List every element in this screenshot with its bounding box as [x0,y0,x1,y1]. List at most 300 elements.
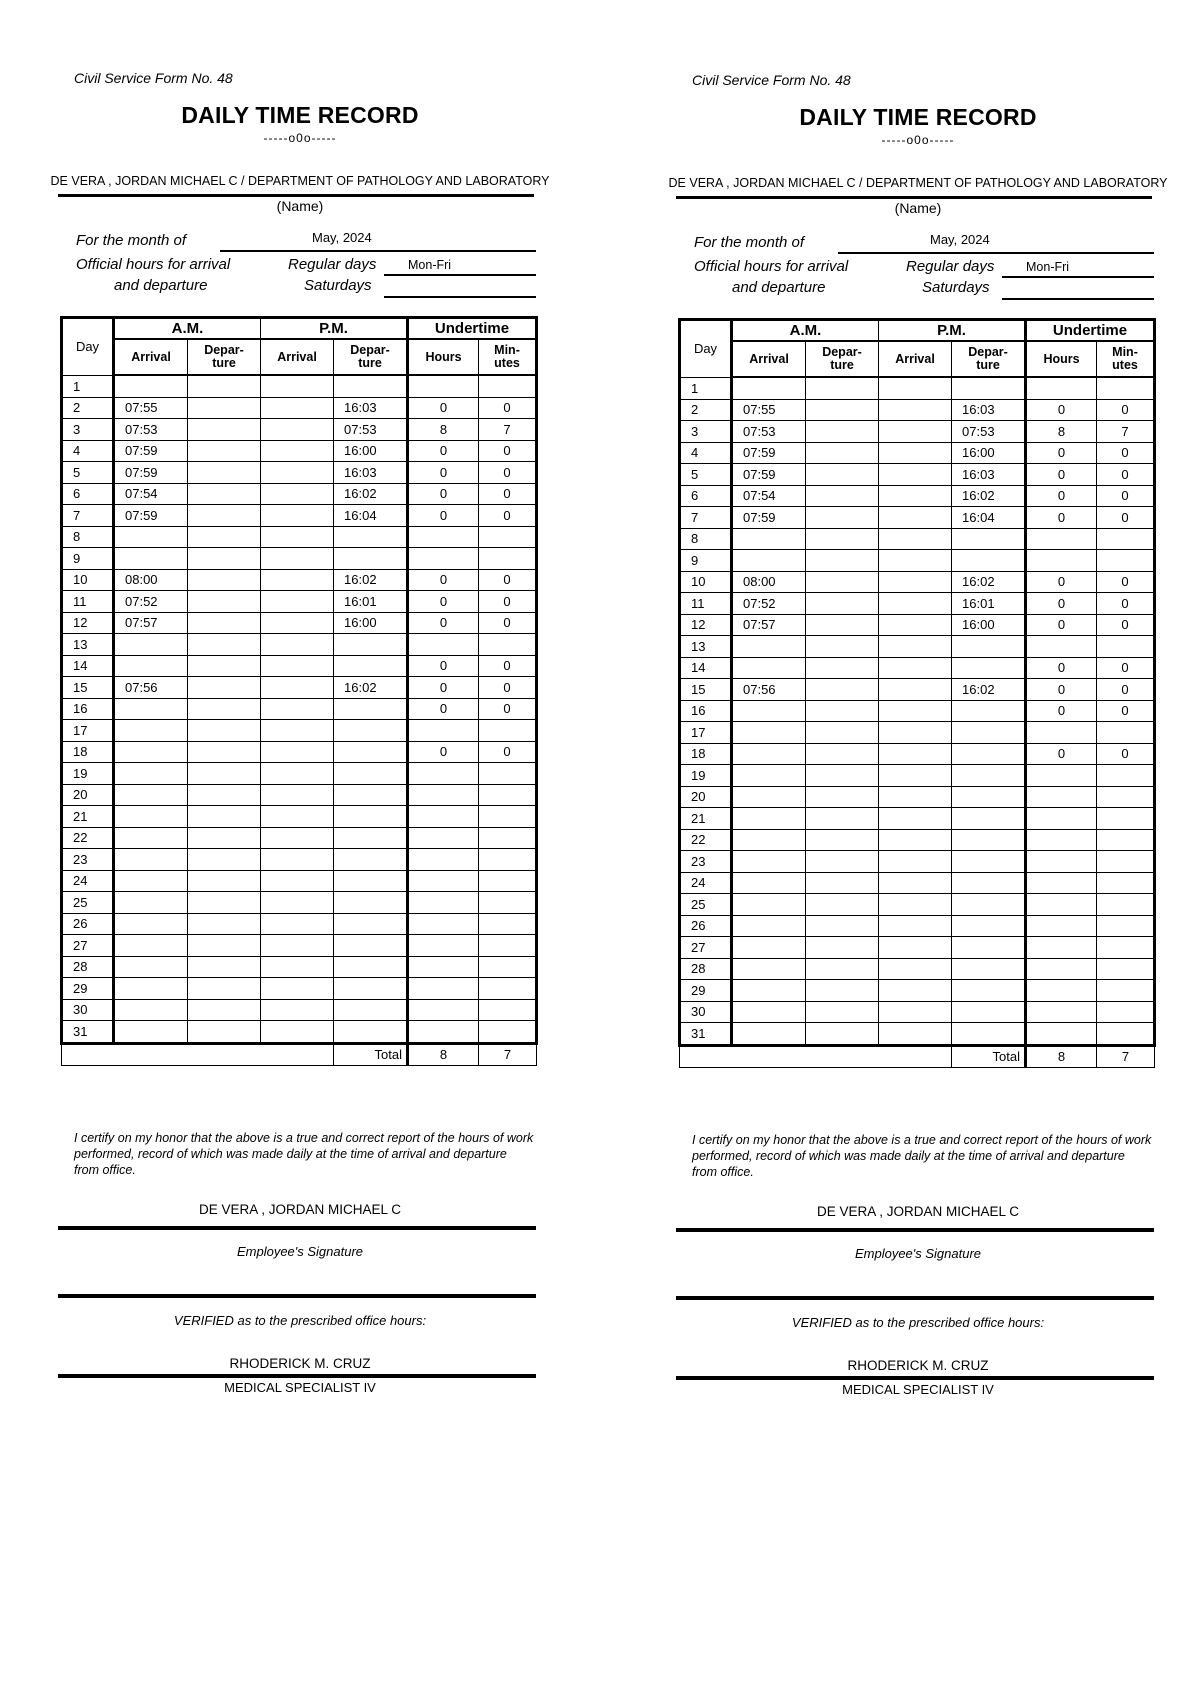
ut-hours-cell [1026,1023,1097,1046]
am-departure-cell [806,593,879,615]
am-departure-cell [806,550,879,572]
am-arrival-cell [732,851,806,873]
am-arrival-cell [732,722,806,744]
pm-arrival-cell [261,483,334,505]
pm-departure-cell [334,827,408,849]
am-departure-cell [188,849,261,871]
total-spacer [732,1045,806,1067]
am-arrival-cell [732,894,806,916]
day-cell: 1 [680,377,732,399]
table-row [62,741,537,763]
day-cell: 11 [680,593,732,615]
ut-minutes-cell: 0 [1097,571,1155,593]
day-cell: 13 [680,636,732,658]
pm-departure-cell [952,550,1026,572]
ut-minutes-cell [479,999,537,1021]
ut-hours-cell [1026,808,1097,830]
ut-minutes-cell: 0 [479,591,537,613]
verified-text: VERIFIED as to the prescribed office hours: [173,1313,427,1328]
table-row [62,677,537,699]
am-arrival-cell [732,550,806,572]
ut-minutes-cell: 0 [1097,614,1155,636]
ut-hours-cell: 0 [408,483,479,505]
ut-hours-cell [1026,636,1097,658]
am-departure-cell [188,806,261,828]
pm-arrival-cell [879,937,952,959]
pm-departure-cell [952,765,1026,787]
am-departure-cell [188,634,261,656]
am-arrival-cell [114,956,188,978]
pm-departure-cell [952,915,1026,937]
employee-signature-name: DE VERA , JORDAN MICHAEL C [198,1202,402,1217]
pm-departure-cell [334,892,408,914]
pm-arrival-cell [879,829,952,851]
am-departure-cell [806,571,879,593]
ut-hours-cell: 0 [408,591,479,613]
ut-minutes-cell: 0 [479,397,537,419]
ut-minutes-cell [479,806,537,828]
pm-arrival-cell [879,980,952,1002]
day-cell: 4 [680,442,732,464]
table-row [680,872,1155,894]
pm-arrival-cell [261,526,334,548]
undertime-minutes-header: Min- utes [479,339,537,375]
table-row [680,464,1155,486]
supervisor-title: MEDICAL SPECIALIST IV [224,1380,376,1395]
employee-signature-name: DE VERA , JORDAN MICHAEL C [816,1204,1020,1219]
ut-minutes-cell: 0 [1097,485,1155,507]
pm-departure-cell: 16:02 [952,679,1026,701]
ut-hours-cell [408,827,479,849]
pm-arrival-header: Arrival [879,341,952,377]
pm-departure-cell: 16:03 [334,397,408,419]
am-departure-cell [188,892,261,914]
day-cell: 29 [62,978,114,1000]
pm-arrival-cell [879,507,952,529]
supervisor-title: MEDICAL SPECIALIST IV [842,1382,994,1397]
pm-departure-cell [334,849,408,871]
am-departure-cell [188,505,261,527]
supervisor-name: RHODERICK M. CRUZ [229,1356,371,1371]
daily-time-table [678,318,1156,1068]
ut-minutes-cell: 0 [479,440,537,462]
am-arrival-cell: 07:59 [114,440,188,462]
table-row [680,980,1155,1002]
ut-hours-cell: 0 [1026,593,1097,615]
am-arrival-cell [732,958,806,980]
am-arrival-cell [114,784,188,806]
total-spacer [806,1045,879,1067]
month-underline [220,250,536,252]
ut-minutes-cell: 0 [479,483,537,505]
ut-hours-cell [408,720,479,742]
table-row [62,440,537,462]
pm-arrival-cell [879,915,952,937]
pm-arrival-cell [879,700,952,722]
ut-minutes-cell [479,375,537,397]
table-row [62,526,537,548]
am-departure-cell [806,894,879,916]
am-departure-cell [188,375,261,397]
pm-departure-cell: 16:00 [334,440,408,462]
table-row [680,507,1155,529]
table-row [680,614,1155,636]
pm-arrival-cell [879,722,952,744]
pm-departure-cell [334,548,408,570]
am-arrival-cell: 07:59 [732,464,806,486]
am-departure-cell [806,528,879,550]
am-departure-header: Depar- ture [188,339,261,375]
am-departure-cell [188,741,261,763]
table-row [680,829,1155,851]
ut-minutes-cell [1097,786,1155,808]
am-departure-cell [188,784,261,806]
table-row [680,399,1155,421]
ut-hours-cell: 0 [408,462,479,484]
regular-days-value: Mon-Fri [1026,260,1070,274]
day-cell: 15 [62,677,114,699]
am-departure-cell [806,851,879,873]
day-cell: 14 [680,657,732,679]
pm-departure-cell [334,956,408,978]
pm-arrival-cell [261,763,334,785]
am-arrival-cell [114,548,188,570]
pm-arrival-cell [879,377,952,399]
am-arrival-cell [732,377,806,399]
table-row [62,375,537,397]
day-cell: 17 [680,722,732,744]
pm-arrival-cell [879,1023,952,1046]
ut-hours-cell [1026,872,1097,894]
am-departure-cell [806,507,879,529]
am-arrival-cell [114,375,188,397]
table-row [680,421,1155,443]
pm-departure-cell [334,999,408,1021]
am-departure-cell [806,937,879,959]
am-departure-cell [188,591,261,613]
ut-hours-cell: 0 [1026,743,1097,765]
day-cell: 17 [62,720,114,742]
ut-minutes-cell [479,720,537,742]
table-row [680,937,1155,959]
ut-hours-cell [408,978,479,1000]
am-departure-cell [188,827,261,849]
am-departure-cell [806,636,879,658]
employee-signature-caption: Employee's Signature [236,1244,364,1259]
am-arrival-cell [114,763,188,785]
ut-minutes-cell [1097,722,1155,744]
pm-departure-cell [334,913,408,935]
ut-hours-cell [408,913,479,935]
am-departure-cell [806,679,879,701]
ut-minutes-cell: 0 [1097,442,1155,464]
am-departure-cell [188,698,261,720]
pm-arrival-cell [879,485,952,507]
month-value: May, 2024 [312,230,372,245]
ut-minutes-cell [479,849,537,871]
total-spacer [114,1043,188,1065]
ut-hours-cell [408,956,479,978]
total-minutes: 7 [1097,1045,1155,1067]
am-departure-cell [188,677,261,699]
table-row [680,765,1155,787]
ut-hours-cell [408,548,479,570]
day-cell: 24 [62,870,114,892]
am-departure-cell [806,614,879,636]
ut-minutes-cell [1097,550,1155,572]
pm-departure-cell: 16:03 [952,399,1026,421]
ut-minutes-cell: 7 [479,419,537,441]
am-departure-cell [806,786,879,808]
pm-arrival-cell [261,698,334,720]
pm-header: P.M. [879,320,1026,342]
am-arrival-cell [114,655,188,677]
table-row [680,657,1155,679]
day-cell: 5 [680,464,732,486]
ut-minutes-cell [1097,808,1155,830]
day-cell: 22 [680,829,732,851]
day-cell: 12 [62,612,114,634]
pm-arrival-cell [261,806,334,828]
ut-hours-cell [1026,786,1097,808]
pm-departure-cell [334,870,408,892]
table-row [680,485,1155,507]
ut-hours-cell [408,849,479,871]
am-departure-cell [806,464,879,486]
table-row [62,505,537,527]
pm-arrival-cell [261,913,334,935]
ut-hours-cell [408,634,479,656]
table-row [680,894,1155,916]
ut-hours-cell [1026,1001,1097,1023]
pm-arrival-cell [261,634,334,656]
day-cell: 7 [62,505,114,527]
total-hours: 8 [1026,1045,1097,1067]
table-row [62,999,537,1021]
am-arrival-cell: 07:52 [732,593,806,615]
ut-minutes-cell: 0 [479,612,537,634]
day-cell: 7 [680,507,732,529]
ut-minutes-cell [1097,872,1155,894]
pm-departure-cell: 16:04 [952,507,1026,529]
am-departure-cell [806,1001,879,1023]
pm-departure-cell: 16:03 [334,462,408,484]
am-departure-cell [188,440,261,462]
day-cell: 6 [680,485,732,507]
table-row [62,591,537,613]
am-departure-cell [806,980,879,1002]
employee-name-department: DE VERA , JORDAN MICHAEL C / DEPARTMENT OF PATHOLOGY AND LABORATORY [50,174,550,188]
saturdays-underline [1002,298,1154,300]
total-minutes: 7 [479,1043,537,1065]
pm-departure-cell [952,528,1026,550]
pm-departure-cell [334,720,408,742]
pm-arrival-cell [879,442,952,464]
pm-arrival-cell [879,399,952,421]
ut-minutes-cell [1097,980,1155,1002]
ut-hours-cell [1026,915,1097,937]
table-row [680,851,1155,873]
am-departure-cell [188,913,261,935]
table-row [62,720,537,742]
ut-hours-cell [1026,958,1097,980]
ut-hours-cell: 0 [408,698,479,720]
am-arrival-cell [114,978,188,1000]
table-row [62,827,537,849]
day-cell: 8 [62,526,114,548]
table-row [680,1001,1155,1023]
day-cell: 5 [62,462,114,484]
day-cell: 23 [680,851,732,873]
pm-departure-cell [952,808,1026,830]
day-cell: 21 [62,806,114,828]
day-cell: 20 [680,786,732,808]
table-row [680,377,1155,399]
ut-hours-cell: 0 [408,677,479,699]
am-departure-cell [188,612,261,634]
pm-departure-cell: 07:53 [334,419,408,441]
ut-minutes-cell: 0 [1097,507,1155,529]
dtr-form-copy-2 [648,70,1188,1490]
pm-arrival-cell [261,956,334,978]
title-ornament: -----o0o----- [881,133,955,147]
ut-minutes-cell: 0 [1097,700,1155,722]
undertime-minutes-header: Min- utes [1097,341,1155,377]
pm-departure-cell [952,829,1026,851]
table-row [62,978,537,1000]
pm-header: P.M. [261,318,408,340]
am-arrival-cell [732,1001,806,1023]
ut-hours-cell [408,892,479,914]
pm-departure-cell [334,935,408,957]
table-row [680,915,1155,937]
pm-arrival-cell [879,765,952,787]
table-row [680,571,1155,593]
pm-arrival-cell [261,462,334,484]
am-departure-cell [806,1023,879,1046]
table-row [62,935,537,957]
am-departure-cell [806,915,879,937]
pm-arrival-cell [261,591,334,613]
name-underline [58,194,534,197]
pm-departure-cell [952,377,1026,399]
table-row [62,548,537,570]
ut-minutes-cell [1097,1023,1155,1046]
am-arrival-cell [732,657,806,679]
ut-hours-cell [408,375,479,397]
ut-hours-cell [408,806,479,828]
pm-departure-cell [334,763,408,785]
ut-hours-cell: 8 [1026,421,1097,443]
pm-departure-cell: 16:00 [952,442,1026,464]
day-cell: 21 [680,808,732,830]
pm-arrival-header: Arrival [261,339,334,375]
day-cell: 26 [62,913,114,935]
ut-hours-cell [1026,377,1097,399]
day-cell: 3 [62,419,114,441]
form-number: Civil Service Form No. 48 [692,72,851,88]
day-cell: 11 [62,591,114,613]
official-hours-label: Official hours for arrival [76,256,231,273]
day-cell: 28 [62,956,114,978]
am-arrival-cell [732,700,806,722]
form-title: DAILY TIME RECORD [181,102,419,128]
am-arrival-cell [732,636,806,658]
am-arrival-cell [114,526,188,548]
am-arrival-cell: 07:59 [732,507,806,529]
am-arrival-cell: 07:56 [732,679,806,701]
am-arrival-cell [732,872,806,894]
ut-minutes-cell: 0 [1097,399,1155,421]
pm-arrival-cell [261,612,334,634]
pm-arrival-cell [261,677,334,699]
pm-departure-cell [334,741,408,763]
name-underline [676,196,1152,199]
table-row [62,892,537,914]
ut-minutes-cell: 0 [1097,593,1155,615]
am-departure-cell [806,421,879,443]
pm-arrival-cell [261,548,334,570]
am-arrival-cell: 07:52 [114,591,188,613]
am-arrival-cell [732,1023,806,1046]
pm-departure-cell: 16:01 [334,591,408,613]
pm-departure-cell [334,698,408,720]
am-departure-cell [806,485,879,507]
ut-minutes-cell [479,784,537,806]
table-row [680,722,1155,744]
table-row [62,784,537,806]
pm-arrival-cell [879,636,952,658]
form-title: DAILY TIME RECORD [799,104,1037,130]
am-departure-cell [188,763,261,785]
ut-hours-cell: 0 [1026,442,1097,464]
ut-minutes-cell [479,892,537,914]
pm-departure-cell: 16:00 [952,614,1026,636]
ut-minutes-cell: 0 [1097,657,1155,679]
am-arrival-cell [114,634,188,656]
pm-departure-cell [952,786,1026,808]
am-arrival-cell: 07:54 [732,485,806,507]
pm-departure-cell [952,1001,1026,1023]
ut-hours-cell [408,526,479,548]
am-departure-cell [806,958,879,980]
am-arrival-cell [114,849,188,871]
day-cell: 16 [62,698,114,720]
pm-departure-cell [952,722,1026,744]
ut-hours-cell: 0 [1026,614,1097,636]
table-row [680,1023,1155,1046]
am-arrival-cell [732,743,806,765]
am-arrival-cell [732,808,806,830]
am-departure-cell [806,377,879,399]
am-arrival-cell: 07:57 [732,614,806,636]
am-departure-cell [188,462,261,484]
pm-arrival-cell [261,849,334,871]
table-row [62,483,537,505]
ut-hours-cell: 8 [408,419,479,441]
pm-arrival-cell [879,786,952,808]
am-departure-cell [188,526,261,548]
day-cell: 30 [62,999,114,1021]
am-departure-cell [188,1021,261,1044]
table-row [62,1021,537,1044]
employee-signature-caption: Employee's Signature [854,1246,982,1261]
regular-days-label: Regular days [906,258,995,275]
pm-arrival-cell [261,892,334,914]
day-cell: 15 [680,679,732,701]
day-cell: 30 [680,1001,732,1023]
employee-signature-line [676,1228,1154,1232]
